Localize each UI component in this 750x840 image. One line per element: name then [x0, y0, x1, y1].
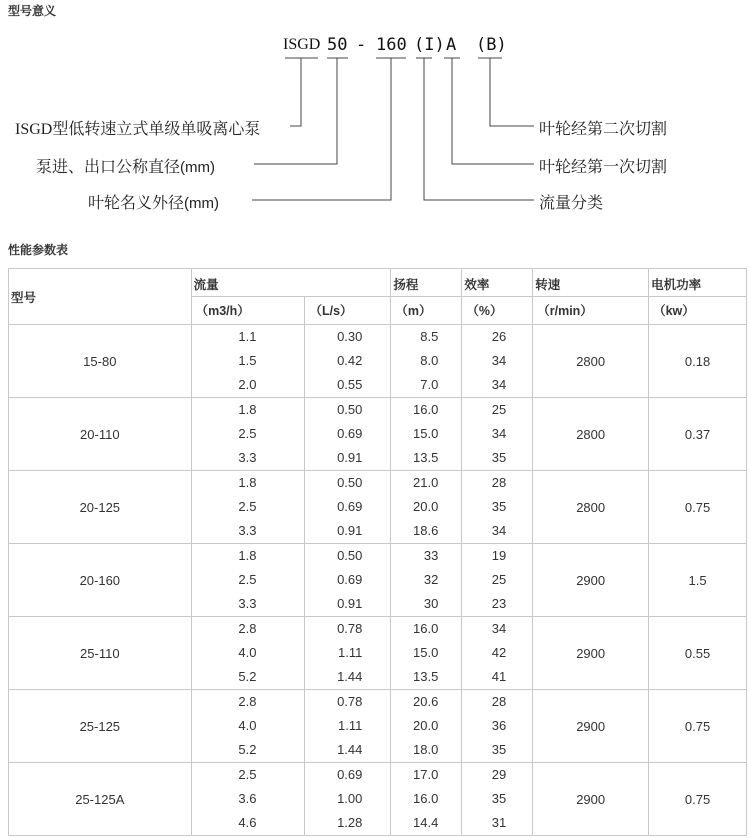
cell-flow-m3h-value: 3.3: [238, 596, 257, 611]
header-efficiency-unit: （%）: [462, 297, 533, 325]
header-head: 扬程: [391, 269, 462, 297]
cell-power: 0.55: [649, 617, 747, 690]
cell-efficiency-value: 35: [491, 742, 507, 757]
cell-flow-m3h: [191, 617, 305, 690]
cell-flow-m3h-value: 1.8: [238, 548, 257, 563]
cell-flow-ls-value: 0.55: [337, 377, 363, 392]
table-row: [9, 398, 747, 471]
cell-power: 0.75: [649, 763, 747, 836]
cell-flow-m3h-value: 5.2: [238, 742, 257, 757]
cell-head-value: 20.0: [413, 499, 439, 514]
cell-flow-ls-value: 1.44: [337, 742, 363, 757]
cell-flow-m3h-value: 2.5: [238, 499, 257, 514]
header-flow: 流量: [191, 269, 391, 297]
cell-head-value: 16.0: [413, 621, 439, 636]
cell-head-value: 8.5: [420, 329, 439, 344]
cell-efficiency-value: 35: [491, 791, 507, 806]
cell-head: [391, 763, 462, 836]
cell-model: 25-125: [9, 690, 192, 763]
cell-flow-ls-value: 0.50: [337, 402, 363, 417]
cell-efficiency-value: 25: [491, 402, 507, 417]
cell-efficiency-value: 31: [491, 815, 507, 830]
cell-flow-m3h-value: 4.0: [238, 645, 257, 660]
cell-efficiency-value: 35: [491, 499, 507, 514]
cell-power: 1.5: [649, 544, 747, 617]
cell-flow-ls-value: 0.91: [337, 523, 363, 538]
cell-flow-ls-value: 1.44: [337, 669, 363, 684]
cell-flow-ls-value: 0.91: [337, 596, 363, 611]
cell-flow-m3h-value: 1.8: [238, 402, 257, 417]
cell-model: 25-110: [9, 617, 192, 690]
code-prefix: ISGD: [283, 36, 321, 53]
cell-flow-ls: [305, 690, 391, 763]
cell-speed: 2900: [533, 690, 649, 763]
cell-flow-m3h: [191, 398, 305, 471]
cell-flow-ls-value: 0.42: [337, 353, 363, 368]
cell-head-value: 13.5: [413, 450, 439, 465]
cell-efficiency: [462, 763, 533, 836]
code-impeller: 160: [376, 35, 407, 55]
cell-head-value: 20.6: [413, 694, 439, 709]
cell-power: 0.75: [649, 690, 747, 763]
cell-head: [391, 471, 462, 544]
cell-model: 20-110: [9, 398, 192, 471]
cell-flow-m3h-value: 3.3: [238, 450, 257, 465]
cell-flow-ls-value: 0.78: [337, 694, 363, 709]
label-pump-type: ISGD型低转速立式单级单吸离心泵: [15, 121, 261, 138]
cell-flow-m3h-value: 4.6: [238, 815, 257, 830]
code-inlet: 50: [327, 35, 348, 55]
cell-efficiency-value: 36: [491, 718, 507, 733]
cell-head-value: 15.0: [413, 426, 439, 441]
cell-flow-ls-value: 0.69: [337, 499, 363, 514]
header-speed-unit: （r/min）: [533, 297, 649, 325]
section-title-model-meaning: 型号意义: [8, 4, 57, 18]
cell-head-value: 33: [423, 548, 439, 563]
cell-flow-m3h-value: 1.1: [238, 329, 257, 344]
cell-flow-m3h-value: 5.2: [238, 669, 257, 684]
header-speed: 转速: [533, 269, 649, 297]
header-efficiency: 效率: [462, 269, 533, 297]
cell-flow-m3h-value: 2.8: [238, 621, 257, 636]
code-second-cut: (B): [476, 35, 507, 55]
cell-efficiency-value: 34: [491, 377, 507, 392]
cell-efficiency-value: 23: [491, 596, 507, 611]
table-row: [9, 325, 747, 398]
cell-efficiency: [462, 325, 533, 398]
cell-efficiency: [462, 544, 533, 617]
table-row: [9, 471, 747, 544]
cell-speed: 2900: [533, 763, 649, 836]
cell-flow-m3h: [191, 690, 305, 763]
cell-flow-m3h-value: 1.5: [238, 353, 257, 368]
cell-flow-m3h: [191, 325, 305, 398]
performance-table: [8, 268, 747, 836]
cell-head-value: 16.0: [413, 402, 439, 417]
cell-head-value: 7.0: [420, 377, 439, 392]
cell-efficiency-value: 19: [491, 548, 507, 563]
cell-head-value: 18.6: [413, 523, 439, 538]
cell-flow-ls-value: 1.00: [337, 791, 363, 806]
cell-flow-m3h-value: 2.5: [238, 426, 257, 441]
cell-head-value: 21.0: [413, 475, 439, 490]
cell-flow-ls: [305, 325, 391, 398]
cell-efficiency-value: 29: [491, 767, 507, 782]
cell-head: [391, 690, 462, 763]
cell-flow-ls-value: 0.50: [337, 475, 363, 490]
cell-flow-ls-value: 0.69: [337, 426, 363, 441]
label-first-cut: 叶轮经第一次切割: [539, 159, 668, 176]
header-flow-m3h: （m3/h）: [191, 297, 305, 325]
table-row: [9, 617, 747, 690]
cell-efficiency: [462, 690, 533, 763]
header-flow-ls: （L/s）: [305, 297, 391, 325]
cell-speed: 2800: [533, 325, 649, 398]
cell-model: 20-160: [9, 544, 192, 617]
cell-flow-ls-value: 0.69: [337, 767, 363, 782]
header-model: 型号: [9, 269, 192, 325]
cell-head-value: 18.0: [413, 742, 439, 757]
cell-flow-ls-value: 0.30: [337, 329, 363, 344]
cell-flow-ls-value: 0.69: [337, 572, 363, 587]
label-flow-class: 流量分类: [539, 195, 604, 212]
cell-efficiency: [462, 471, 533, 544]
table-row: [9, 690, 747, 763]
cell-flow-m3h-value: 3.3: [238, 523, 257, 538]
cell-speed: 2900: [533, 544, 649, 617]
cell-flow-ls: [305, 471, 391, 544]
cell-flow-m3h-value: 4.0: [238, 718, 257, 733]
cell-head-value: 14.4: [413, 815, 439, 830]
cell-flow-m3h-value: 2.8: [238, 694, 257, 709]
code-first-cut: A: [446, 35, 457, 55]
label-nominal-diameter: 泵进、出口公称直径(mm): [36, 159, 215, 176]
cell-flow-ls-value: 0.50: [337, 548, 363, 563]
cell-flow-m3h-value: 2.0: [238, 377, 257, 392]
header-head-unit: （m）: [391, 297, 462, 325]
cell-flow-ls-value: 0.78: [337, 621, 363, 636]
cell-efficiency-value: 34: [491, 523, 507, 538]
cell-efficiency-value: 26: [491, 329, 507, 344]
cell-flow-ls: [305, 398, 391, 471]
cell-flow-ls: [305, 544, 391, 617]
cell-model: 25-125A: [9, 763, 192, 836]
cell-head-value: 30: [423, 596, 439, 611]
cell-flow-m3h-value: 2.5: [238, 767, 257, 782]
cell-flow-ls-value: 1.11: [338, 718, 363, 733]
cell-efficiency-value: 42: [491, 645, 507, 660]
cell-flow-m3h: [191, 763, 305, 836]
cell-flow-m3h-value: 3.6: [238, 791, 257, 806]
cell-head-value: 8.0: [420, 353, 439, 368]
cell-efficiency-value: 35: [491, 450, 507, 465]
header-power: 电机功率: [649, 269, 747, 297]
cell-power: 0.18: [649, 325, 747, 398]
cell-efficiency: [462, 617, 533, 690]
cell-flow-ls: [305, 763, 391, 836]
cell-flow-m3h: [191, 544, 305, 617]
cell-efficiency-value: 28: [491, 694, 507, 709]
cell-power: 0.75: [649, 471, 747, 544]
cell-efficiency-value: 34: [491, 353, 507, 368]
cell-flow-ls-value: 1.28: [337, 815, 363, 830]
cell-speed: 2900: [533, 617, 649, 690]
cell-head: [391, 398, 462, 471]
cell-head-value: 32: [423, 572, 439, 587]
table-row: [9, 763, 747, 836]
cell-head: [391, 617, 462, 690]
code-dash: -: [356, 35, 367, 55]
cell-head: [391, 544, 462, 617]
cell-head-value: 20.0: [413, 718, 439, 733]
cell-efficiency: [462, 398, 533, 471]
table-row: [9, 544, 747, 617]
model-code-diagram: [0, 0, 750, 230]
cell-flow-m3h-value: 1.8: [238, 475, 257, 490]
cell-flow-ls-value: 0.91: [337, 450, 363, 465]
cell-efficiency-value: 28: [491, 475, 507, 490]
cell-efficiency-value: 41: [491, 669, 507, 684]
cell-flow-m3h: [191, 471, 305, 544]
label-second-cut: 叶轮经第二次切割: [539, 121, 668, 138]
cell-model: 20-125: [9, 471, 192, 544]
cell-flow-ls-value: 1.11: [338, 645, 363, 660]
cell-power: 0.37: [649, 398, 747, 471]
cell-head: [391, 325, 462, 398]
cell-head-value: 13.5: [413, 669, 439, 684]
label-impeller-diameter: 叶轮名义外径(mm): [88, 195, 219, 212]
cell-head-value: 16.0: [413, 791, 439, 806]
section-title-performance: 性能参数表: [8, 243, 69, 257]
cell-efficiency-value: 25: [491, 572, 507, 587]
cell-efficiency-value: 34: [491, 621, 507, 636]
cell-speed: 2800: [533, 398, 649, 471]
cell-efficiency-value: 34: [491, 426, 507, 441]
cell-speed: 2800: [533, 471, 649, 544]
cell-model: 15-80: [9, 325, 192, 398]
cell-head-value: 17.0: [413, 767, 439, 782]
header-power-unit: （kw）: [649, 297, 747, 325]
cell-head-value: 15.0: [413, 645, 439, 660]
cell-flow-m3h-value: 2.5: [238, 572, 257, 587]
code-flow-class: (I): [414, 35, 445, 55]
cell-flow-ls: [305, 617, 391, 690]
